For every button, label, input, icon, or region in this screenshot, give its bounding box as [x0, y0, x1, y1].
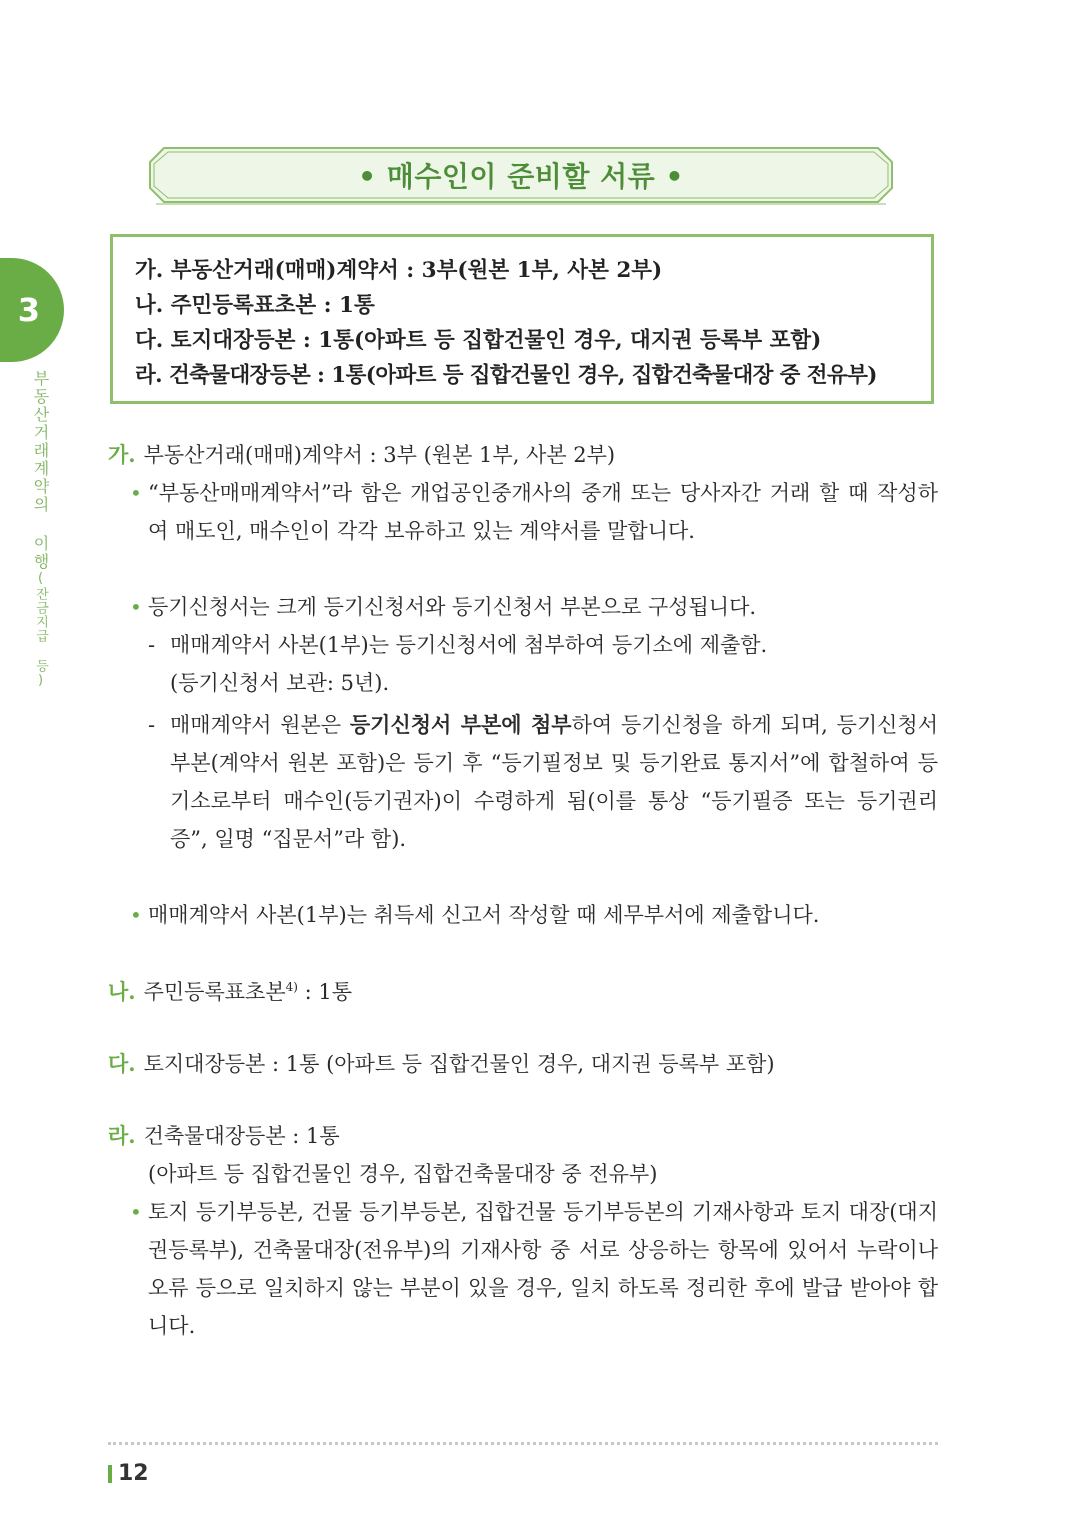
section-na-heading [108, 968, 938, 1011]
section-title-text: 부동산거래(매매)계약서 : 3부 (원본 1부, 사본 2부) [143, 443, 616, 467]
chapter-number: 3 [17, 291, 40, 329]
chapter-tab [0, 258, 64, 362]
section-da-heading [108, 1045, 938, 1083]
footer-divider [108, 1442, 938, 1445]
footnote-ref: 4) [285, 980, 298, 994]
bullet-text: • “부동산매매계약서”라 함은 개업공인중개사의 중개 또는 당사자간 거래 할 때 작성하여 매도인, 매수인이 각각 보유하고 있는 계약서를 말합니다. [148, 481, 938, 543]
dash-text: 하여 등기신청을 하게 되며, 등기신청서 부본(계약서 원본 포함)은 등기 후 “등기필정보 및 등기완료 통지서”에 합철하여 등기소로부터 매수인(등기권자)이 수령하게 됨(이를 통상 “등기필증 또는 등기권리증”, 일명 “집문서”라 함). [170, 713, 939, 851]
summary-line-ra: 라. 건축물대장등본 : 1통(아파트 등 집합건물인 경우, 집합건축물대장 중 전유부) [135, 363, 877, 388]
bullet-item [108, 474, 938, 550]
chapter-label: 부동산거래계약의 이행 [31, 370, 50, 571]
dash-text: 매매계약서 원본은 [170, 713, 350, 737]
section-mark: 가. [108, 442, 136, 467]
bullet-item [108, 896, 938, 934]
section-title-text: 건축물대장등본 : 1통 [143, 1124, 340, 1148]
section-title-banner [148, 146, 894, 206]
bullet-item [108, 1193, 938, 1345]
section-ga-heading [108, 436, 938, 474]
bullet-text: 매매계약서 사본(1부)는 취득세 신고서 작성할 때 세무부서에 제출합니다. [148, 903, 820, 927]
document-body [108, 436, 938, 1345]
dash-item [108, 626, 938, 702]
bullet-text: • 토지 등기부등본, 건물 등기부등본, 집합건물 등기부등본의 기재사항과 토지 대장(대지권등록부), 건축물대장(전유부)의 기재사항 중 서로 상응하는 항목에 있어서 누락이나 오류 등으로 일치하지 않는 부분이 있을 경우, 일치 하도록 정리한 후에 발급 받아야 합니다. [148, 1200, 938, 1338]
section-mark: 라. [108, 1123, 136, 1148]
dash-text-cont: (등기신청서 보관: 5년). [170, 671, 390, 695]
section-title-tail: : 1통 [297, 980, 353, 1004]
page-number [108, 1461, 149, 1486]
section-ra-sub: (아파트 등 집합건물인 경우, 집합건축물대장 중 전유부) [148, 1162, 658, 1186]
bullet-item [108, 588, 938, 626]
chapter-label-sub: (잔금지급 등) [33, 571, 48, 689]
dash-text-bold: 등기신청서 부본에 첨부 [349, 712, 572, 737]
summary-line-ga: 가. 부동산거래(매매)계약서 : 3부(원본 1부, 사본 2부) [135, 258, 663, 283]
page-number-bar [108, 1465, 112, 1483]
dash-text: - 매매계약서 사본(1부)는 등기신청서에 첨부하여 등기소에 제출함. [170, 633, 768, 657]
summary-line-na: 나. 주민등록표초본 : 1통 [135, 293, 375, 318]
chapter-side-label [32, 370, 52, 689]
summary-box [110, 234, 934, 404]
section-title-text: 토지대장등본 : 1통 (아파트 등 집합건물인 경우, 대지권 등록부 포함) [143, 1052, 775, 1076]
bullet-text: • 등기신청서는 크게 등기신청서와 등기신청서 부본으로 구성됩니다. [148, 595, 757, 619]
section-title: • 매수인이 준비할 서류 • [358, 160, 684, 193]
summary-line-da: 다. 토지대장등본 : 1통(아파트 등 집합건물인 경우, 대지권 등록부 포함) [135, 328, 822, 353]
dash-item [108, 706, 938, 858]
section-title-text: 주민등록표초본 [143, 980, 286, 1004]
page-number-text: 12 [118, 1461, 149, 1486]
section-ra-heading [108, 1117, 938, 1155]
section-mark: 나. [108, 979, 136, 1004]
section-mark: 다. [108, 1051, 136, 1076]
